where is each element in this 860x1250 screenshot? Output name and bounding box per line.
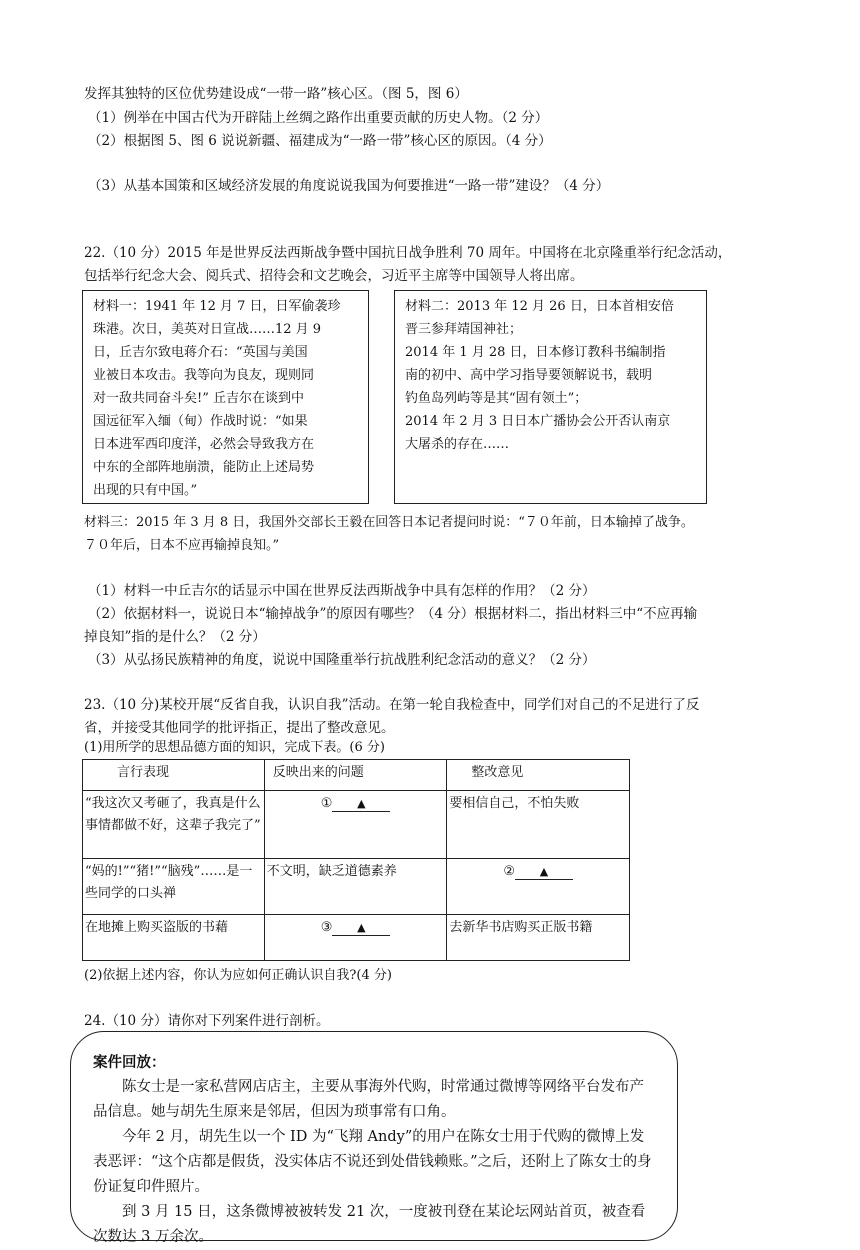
q22-stem-line2: 包括举行纪念大会、阅兵式、招待会和文艺晚会，习近平主席等中国领导人将出席。 — [84, 268, 584, 284]
answer-blank-cell[interactable] — [447, 859, 630, 915]
triangle-marker-icon: ▲ — [515, 865, 573, 880]
q22-sub1: （1）材料一中丘吉尔的话显示中国在世界反法西斯战争中具有怎样的作用？（2 分） — [88, 583, 596, 599]
q22-sub2-line2: 掉良知”指的是什么？（2 分） — [84, 629, 266, 645]
table-header-cell: 言行表现 — [83, 760, 265, 791]
material3-line1: 材料三：2015 年 3 月 8 日，我国外交部长王毅在回答日本记者提问时说：“７０年前，日本输掉了战争。 — [84, 515, 694, 530]
material1-line: 出现的只有中国。” — [93, 483, 198, 498]
material3-line2: ７０年后，日本不应再输掉良知。” — [84, 538, 280, 553]
material1-line: 珠港。次日，美英对日宣战……12 月 9 — [93, 322, 322, 337]
material2-line: 材料二：2013 年 12 月 26 日，日本首相安倍 — [405, 299, 674, 314]
q23-stem-line1: 23.（10 分)某校开展“反省自我，认识自我”活动。在第一轮自我检查中，同学们对自己的不足进行了反 — [84, 697, 700, 713]
table-cell: 要相信自己，不怕失败 — [447, 791, 630, 859]
material2-line: 大屠杀的存在…… — [405, 437, 510, 452]
case-paragraph: 陈女士是一家私营网店店主，主要从事海外代购，时常通过微博等网络平台发布产品信息。她与胡先生原来是邻居，但因为琐事常有口角。 — [93, 1079, 644, 1120]
material1-line: 对一敌共同奋斗矣!” 丘吉尔在谈到中 — [93, 391, 305, 406]
material1-box — [82, 290, 369, 504]
triangle-marker-icon: ▲ — [332, 921, 390, 936]
answer-blank-cell[interactable] — [264, 915, 447, 961]
q22-stem-line1: 22.（10 分）2015 年是世界反法西斯战争暨中国抗日战争胜利 70 周年。中国将在北京隆重举行纪念活动， — [84, 245, 732, 261]
case-review-box — [70, 1031, 678, 1245]
q21-sub1: （1）例举在中国古代为开辟陆上丝绸之路作出重要贡献的历史人物。（2 分） — [88, 110, 549, 126]
material1-line: 日，丘吉尔致电蒋介石：“英国与美国 — [93, 345, 308, 360]
case-title: 案件回放： — [93, 1054, 166, 1071]
material2-line: 钓鱼岛列屿等是其“固有领土”； — [405, 391, 588, 406]
material1-line: 国远征军入缅（甸）作战时说：“如果 — [93, 414, 308, 429]
q23-sub1: (1)用所学的思想品德方面的知识，完成下表。(6 分) — [84, 740, 385, 755]
table-row — [83, 859, 630, 915]
blank-number: ① — [320, 796, 333, 811]
blank-number: ② — [503, 864, 515, 879]
table-header-cell: 整改意见 — [447, 760, 630, 791]
table-row — [83, 791, 630, 859]
q23-sub2: (2)依据上述内容，你认为应如何正确认识自我?(4 分) — [84, 968, 392, 983]
table-cell: “我这次又考砸了，我真是什么事情都做不好，这辈子我完了” — [83, 791, 265, 859]
table-cell: 不文明，缺乏道德素养 — [264, 859, 447, 915]
table-header-row — [83, 760, 630, 791]
blank-number: ③ — [320, 920, 333, 935]
table-header-cell: 反映出来的问题 — [264, 760, 447, 791]
answer-blank-cell[interactable] — [264, 791, 447, 859]
q23-stem-line2: 省，并接受其他同学的批评指正，提出了整改意见。 — [84, 720, 395, 736]
material1-line: 材料一：1941 年 12 月 7 日，日军偷袭珍 — [93, 299, 341, 314]
table-row — [83, 915, 630, 961]
q24-stem: 24.（10 分）请你对下列案件进行剖析。 — [84, 1013, 330, 1029]
material2-line: 2014 年 2 月 3 日日本广播协会公开否认南京 — [405, 414, 671, 429]
material2-box — [394, 290, 707, 504]
table-cell: “妈的!”“猪!”“脑残”……是一些同学的口头禅 — [83, 859, 265, 915]
self-reflection-table — [82, 759, 630, 961]
table-cell: 在地摊上购买盗版的书藉 — [83, 915, 265, 961]
table-cell: 去新华书店购买正版书籍 — [447, 915, 630, 961]
q22-sub3: （3）从弘扬民族精神的角度，说说中国隆重举行抗战胜利纪念活动的意义？（2 分） — [88, 652, 596, 668]
material2-line: 晋三参拜靖国神社； — [405, 322, 523, 337]
material1-line: 中东的全部阵地崩溃，能防止上述局势 — [93, 460, 315, 475]
triangle-marker-icon: ▲ — [332, 797, 390, 812]
material1-line: 日本进军西印度洋，必然会导致我方在 — [93, 437, 315, 452]
q21-sub3: （3）从基本国策和区域经济发展的角度说说我国为何要推进“一路一带”建设？（4 分） — [88, 178, 610, 194]
material2-line: 南的初中、高中学习指导要领解说书，载明 — [405, 368, 653, 383]
material2-line: 2014 年 1 月 28 日，日本修订教科书编制指 — [405, 345, 666, 360]
case-paragraph: 到 3 月 15 日，这条微博被被转发 21 次，一度被刊登在某论坛网站首页，被查看次数达 3 万余次。 — [93, 1204, 646, 1245]
q22-sub2-line1: （2）依据材料一，说说日本“输掉战争”的原因有哪些？（4 分）根据材料二，指出材料三中“不应再输 — [88, 606, 698, 622]
material1-line: 业被日本攻击。我等向为良友，现则同 — [93, 368, 315, 383]
q21-sub2: （2）根据图 5、图 6 说说新疆、福建成为“一路一带”核心区的原因。（4 分） — [88, 133, 552, 149]
case-paragraph: 今年 2 月，胡先生以一个 ID 为“飞翔 Andy”的用户在陈女士用于代购的微博上发表恶评：“这个店都是假货，没实体店不说还到处借钱赖账。”之后，还附上了陈女士的身份证复印件照片。 — [93, 1129, 652, 1195]
q21-intro: 发挥其独特的区位优势建设成“一带一路”核心区。（图 5，图 6） — [84, 86, 468, 102]
